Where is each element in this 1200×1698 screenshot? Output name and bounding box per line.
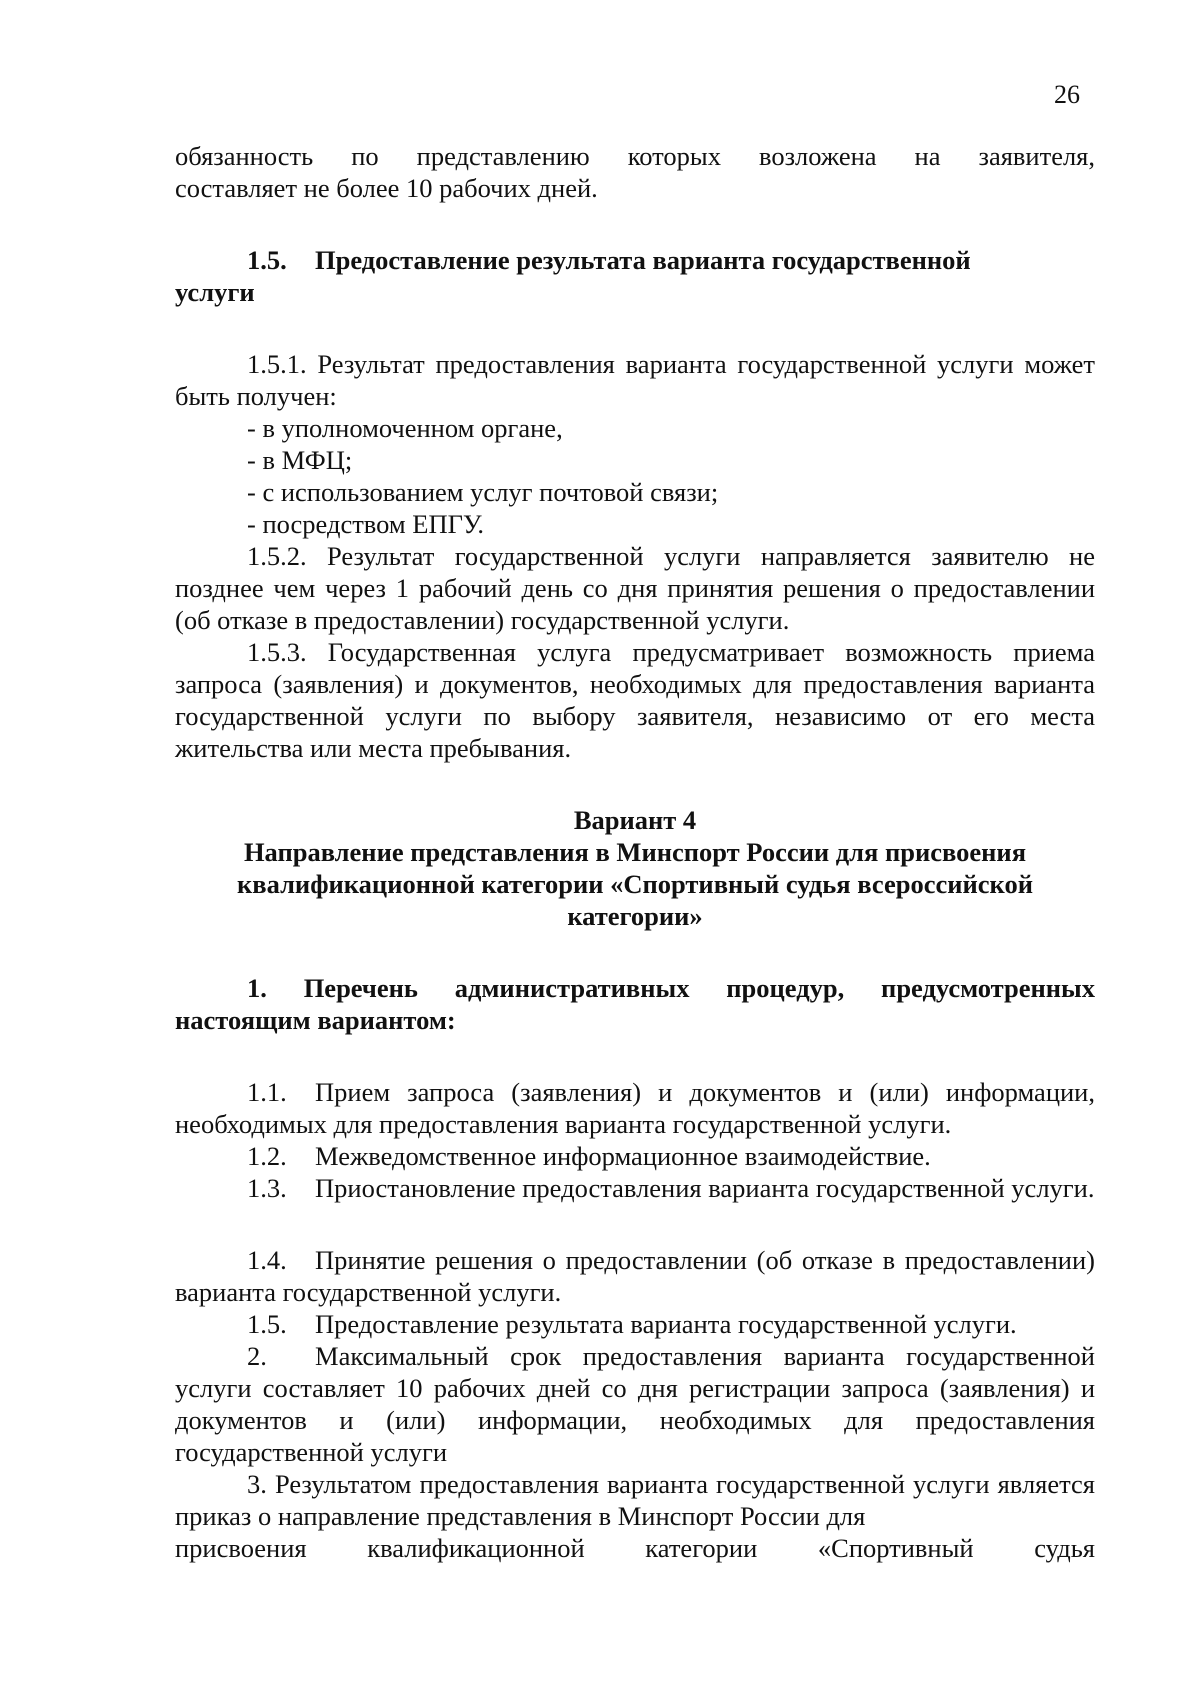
procedure-item	[175, 1076, 1095, 1140]
section-1-5-heading	[175, 244, 1095, 276]
variant-title: Вариант 4	[573, 805, 697, 835]
list-item: - с использованием услуг почтовой связи;	[247, 477, 719, 507]
procedure-item	[175, 1172, 1095, 1204]
variant-subtitle-line-2: квалификационной категории «Спортивный судья всероссийской	[237, 869, 1033, 899]
procedure-item-text: Приостановление предоставления варианта государственной услуги.	[315, 1173, 1095, 1203]
procedure-item-text: Принятие решения о предоставлении (об отказе в предоставлении) варианта государственной услуги.	[175, 1245, 1095, 1307]
section-1-5-3-paragraph: 1.5.3. Государственная услуга предусматривает возможность приема запроса (заявления) и документов, необходимых для предоставления варианта государственной услуги по выбору заявителя, независимо от его места жительства или места пребывания.	[175, 637, 1095, 763]
list-item: - посредством ЕПГУ.	[247, 509, 484, 539]
section-1-title-line-1: 1. Перечень административных процедур, предусмотренных	[247, 973, 1095, 1003]
document-body	[175, 140, 1095, 1564]
procedure-item-number: 1.5.	[247, 1309, 287, 1339]
procedure-item-text: Прием запроса (заявления) и документов и (или) информации, необходимых для предоставления варианта государственной услуги.	[175, 1077, 1095, 1139]
variant-subtitle-line-3: категории»	[567, 901, 703, 931]
section-3-last-line: присвоения квалификационной категории «Спортивный судья	[175, 1533, 1095, 1563]
procedure-item-number: 1.4.	[247, 1245, 287, 1275]
procedure-item	[175, 1244, 1095, 1308]
procedure-item-number: 1.3.	[247, 1173, 287, 1203]
procedure-item-text: Межведомственное информационное взаимодействие.	[315, 1141, 931, 1171]
section-2-text: Максимальный срок предоставления варианта государственной услуги составляет 10 рабочих дней со дня регистрации запроса (заявления) и документов и (или) информации, необходимых для предоставления государственной услуги	[175, 1341, 1095, 1467]
page-number: 26	[1054, 80, 1080, 109]
procedure-item	[175, 1308, 1095, 1340]
section-2-paragraph	[175, 1340, 1095, 1468]
section-1-5-title-line-2: услуги	[175, 277, 255, 307]
section-1-title-line-2: настоящим вариантом:	[175, 1005, 456, 1035]
section-1-5-1-paragraph: 1.5.1. Результат предоставления варианта государственной услуги может быть получен:	[175, 349, 1095, 411]
intro-line-2: составляет не более 10 рабочих дней.	[175, 173, 598, 203]
list-item: - в МФЦ;	[247, 445, 353, 475]
procedure-item	[175, 1140, 1095, 1172]
procedure-item-number: 1.2.	[247, 1141, 287, 1171]
section-3-paragraph: 3. Результатом предоставления варианта государственной услуги является приказ о направление представления в Минспорт России для	[175, 1469, 1095, 1531]
variant-subtitle-line-1: Направление представления в Минспорт России для присвоения	[243, 837, 1027, 867]
section-1-5-title-line-1: Предоставление результата варианта государственной	[315, 245, 971, 275]
procedure-item-text: Предоставление результата варианта государственной услуги.	[315, 1309, 1017, 1339]
section-1-5-number: 1.5.	[247, 245, 287, 275]
list-item: - в уполномоченном органе,	[247, 413, 563, 443]
section-1-5-2-paragraph: 1.5.2. Результат государственной услуги направляется заявителю не позднее чем через 1 рабочий день со дня принятия решения о предоставлении (об отказе в предоставлении) государственной услуги.	[175, 541, 1095, 635]
section-2-number: 2.	[247, 1341, 267, 1371]
intro-line-1: обязанность по представлению которых возложена на заявителя,	[175, 141, 1095, 171]
procedure-item-number: 1.1.	[247, 1077, 287, 1107]
